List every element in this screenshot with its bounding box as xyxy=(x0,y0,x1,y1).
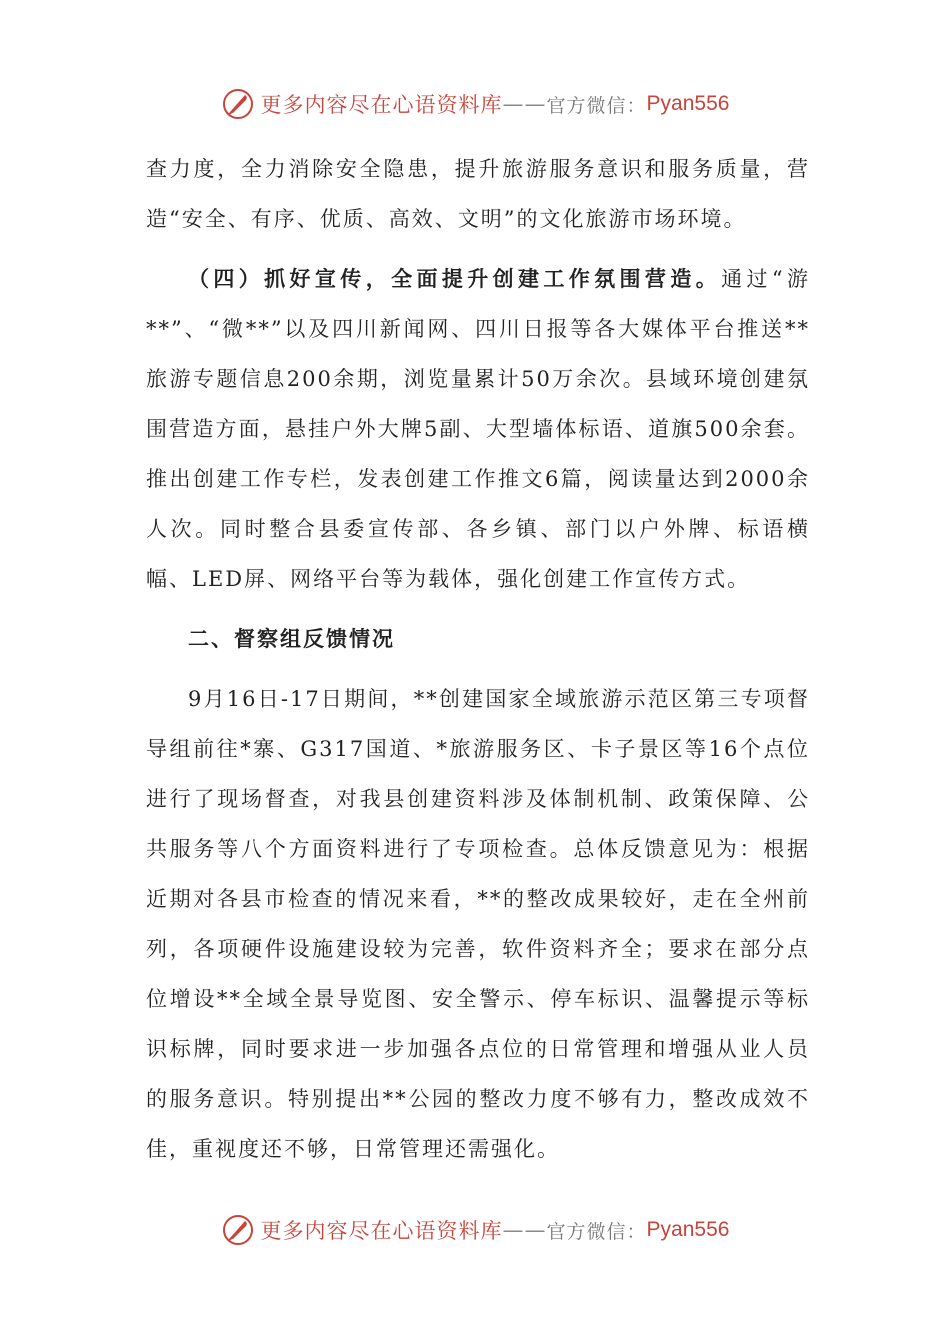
header-banner xyxy=(0,84,950,124)
paragraph-heading: （四）抓好宣传，全面提升创建工作氛围营造。 xyxy=(188,266,722,291)
banner-text: 更多内容尽在心语资料库 xyxy=(260,1219,503,1243)
banner-separator: —— xyxy=(502,1218,547,1242)
banner-separator: —— xyxy=(502,92,547,116)
document-body xyxy=(146,144,810,1174)
paragraph-continued: 查力度，全力消除安全隐患，提升旅游服务意识和服务质量，营造“安全、有序、优质、高效、文明”的文化旅游市场环境。 xyxy=(146,157,810,231)
paragraph-feedback: 9月16日-17日期间，**创建国家全域旅游示范区第三专项督导组前往*寨、G317国道、*旅游服务区、卡子景区等16个点位进行了现场督查，对我县创建资料涉及体制机制、政策保障、公共服务等八个方面资料进行了专项检查。总体反馈意见为：根据近期对各县市检查的情况来看，**的整改成果较好，走在全州前列，各项硬件设施建设较为完善，软件资料齐全；要求在部分点位增设**全域全景导览图、安全警示、停车标识、温馨提示等标识标牌，同时要求进一步加强各点位的日常管理和增强从业人员的服务意识。特别提出**公园的整改力度不够有力，整改成效不佳，重视度还不够，日常管理还需强化。 xyxy=(146,687,810,1161)
banner-label: 官方微信： xyxy=(546,1220,647,1243)
banner-account: Pyan556 xyxy=(646,1218,730,1241)
quill-logo-icon xyxy=(221,1213,255,1247)
footer-banner xyxy=(0,1210,950,1250)
quill-logo-icon xyxy=(221,87,255,121)
paragraph-body: 通过“游**”、“微**”以及四川新闻网、四川日报等各大媒体平台推送**旅游专题信息200余期，浏览量累计50万余次。县域环境创建氛围营造方面，悬挂户外大牌5副、大型墙体标语、道旗500余套。推出创建工作专栏，发表创建工作推文6篇，阅读量达到2000余人次。同时整合县委宣传部、各乡镇、部门以户外牌、标语横幅、LED屏、网络平台等为载体，强化创建工作宣传方式。 xyxy=(146,267,810,591)
section-title: 二、督察组反馈情况 xyxy=(188,626,395,651)
banner-account: Pyan556 xyxy=(646,92,730,115)
banner-text: 更多内容尽在心语资料库 xyxy=(260,93,503,117)
paragraph-publicity xyxy=(146,254,810,604)
banner-label: 官方微信： xyxy=(546,94,647,117)
